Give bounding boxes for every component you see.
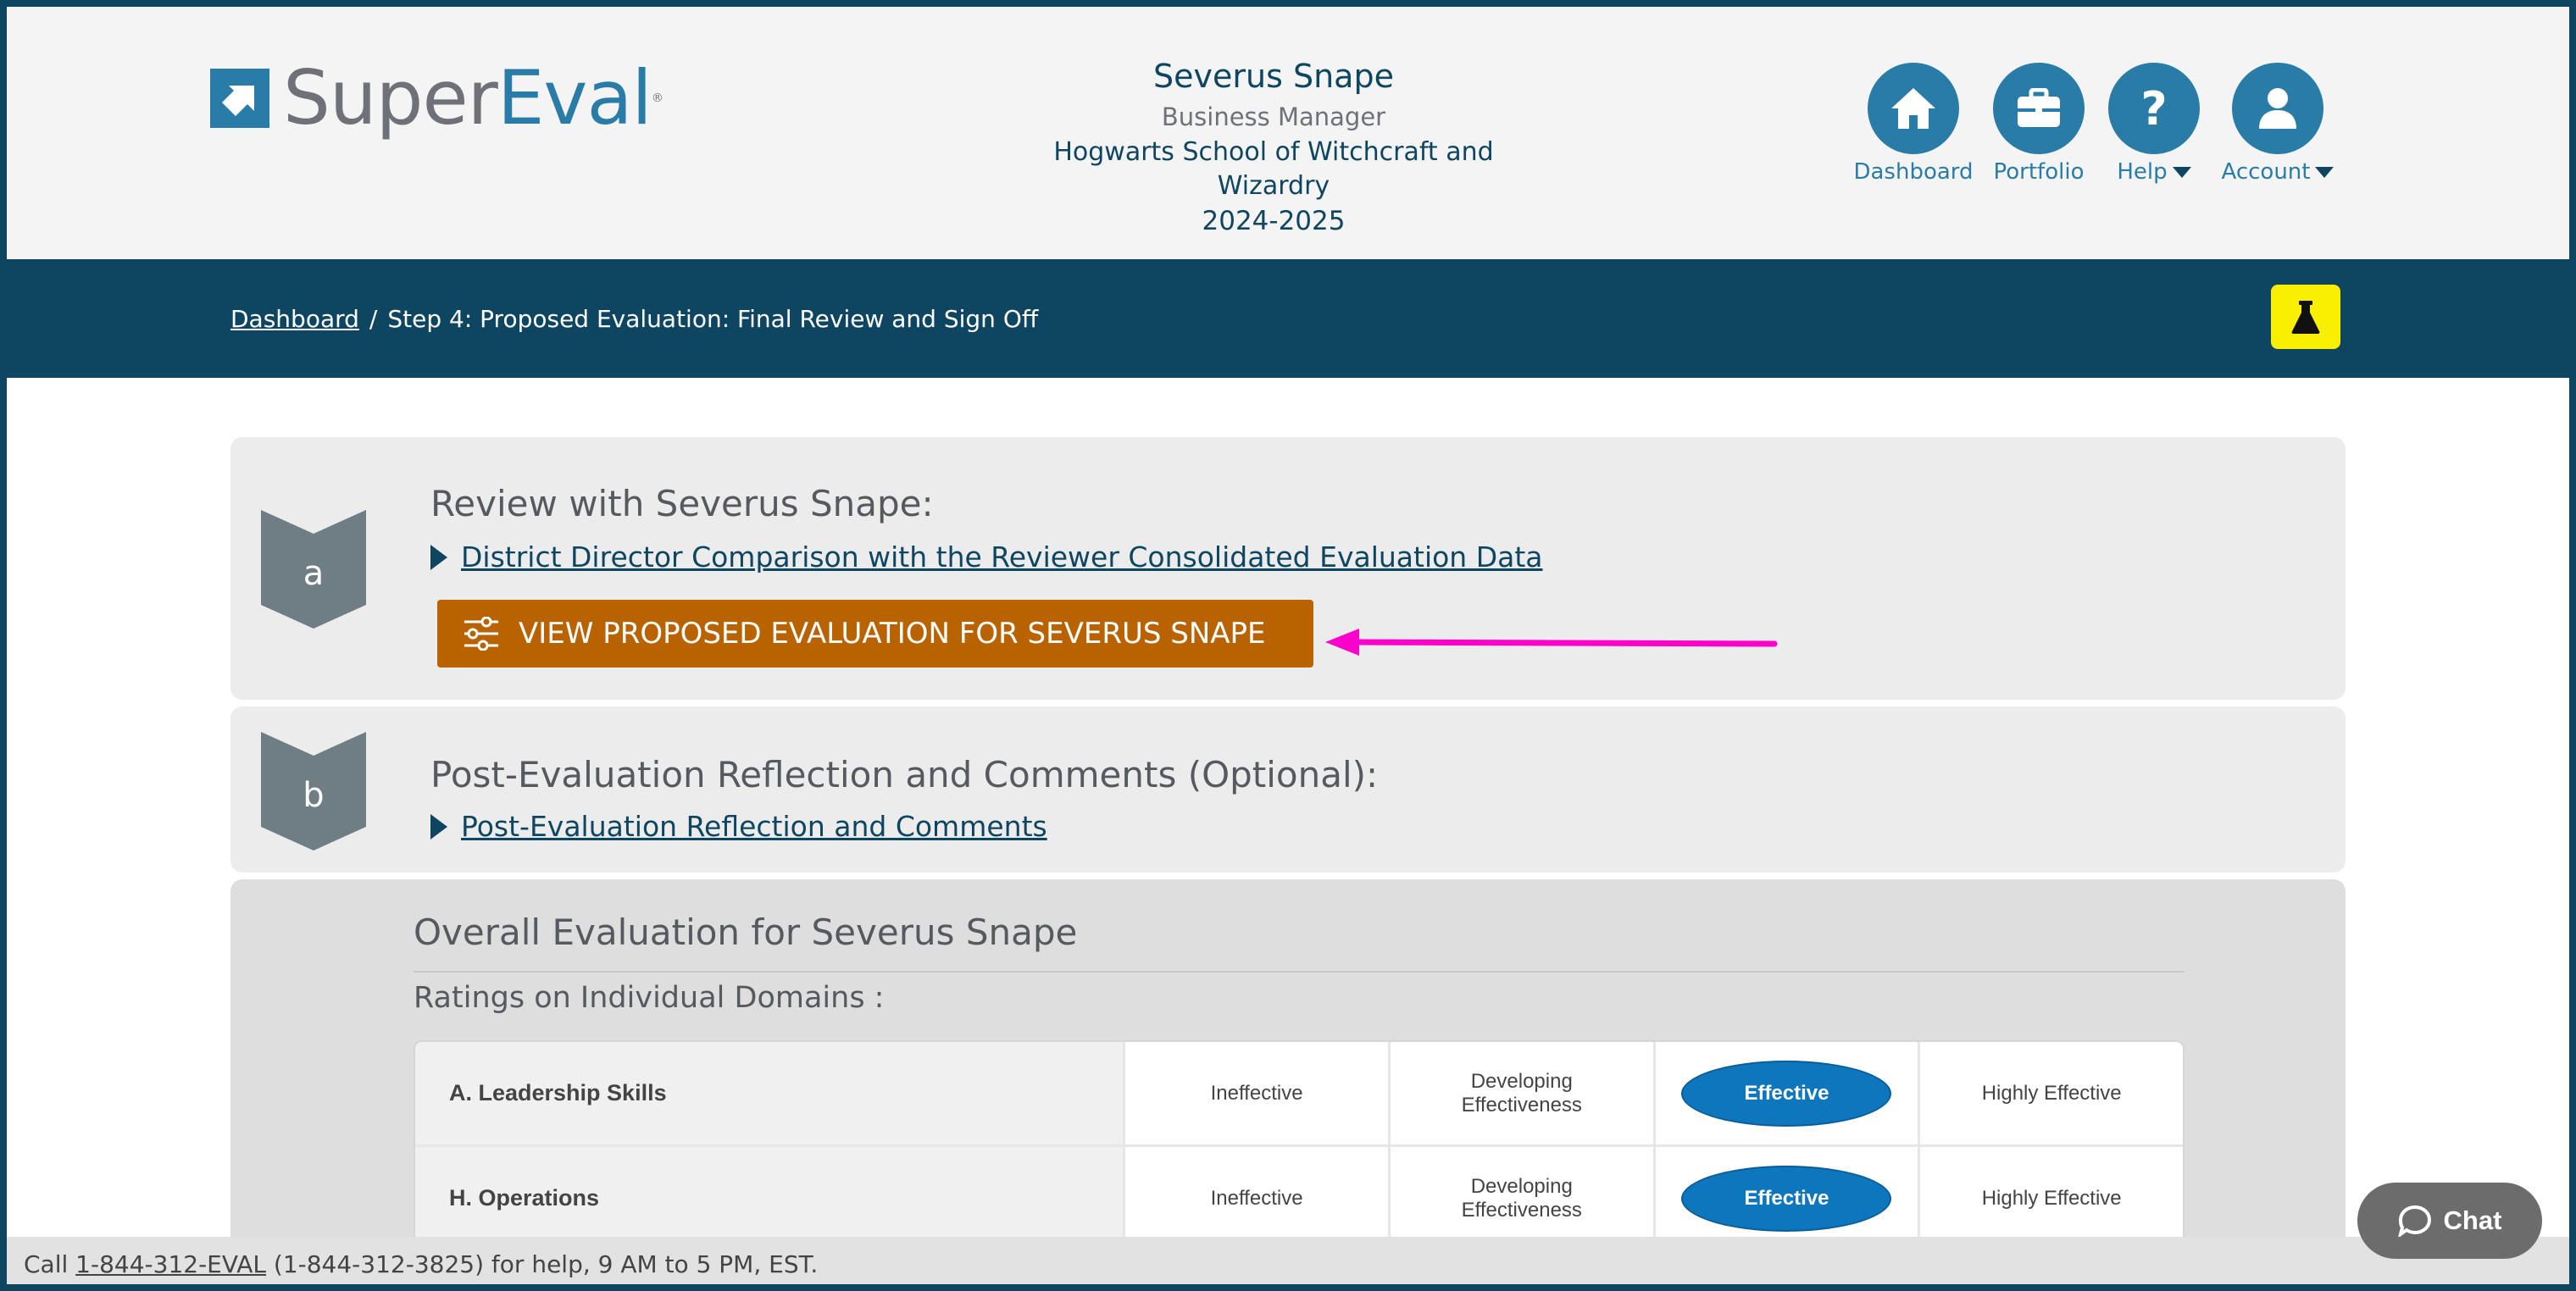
step-a-panel: [230, 437, 2346, 700]
view-proposed-evaluation-button[interactable]: [437, 600, 1313, 668]
school-year: 2024-2025: [1202, 206, 1346, 236]
user-info: [1032, 54, 1515, 239]
question-icon: ?: [2108, 63, 2200, 154]
user-role: Business Manager: [1161, 103, 1386, 131]
nav-account-label: [2210, 159, 2346, 185]
rating-option[interactable]: [1123, 1042, 1388, 1144]
rating-label: Developing Effectiveness: [1461, 1174, 1582, 1222]
step-a-link[interactable]: [430, 540, 1543, 573]
rating-label: Highly Effective: [1981, 1186, 2122, 1210]
table-row: [415, 1042, 2183, 1147]
step-a-title: Review with Severus Snape:: [430, 483, 934, 524]
nav-account-text: Account: [2221, 159, 2311, 185]
caret-right-icon: [430, 814, 447, 839]
rating-label: Highly Effective: [1981, 1081, 2122, 1105]
rating-label: Developing Effectiveness: [1461, 1069, 1582, 1116]
rating-option-selected[interactable]: [1653, 1042, 1918, 1144]
rating-option[interactable]: [1918, 1042, 2183, 1144]
app-window: [7, 7, 2569, 1284]
beta-flask-button[interactable]: [2271, 285, 2340, 349]
annotation-arrow-icon: [1325, 623, 1783, 661]
nav-help[interactable]: [2086, 63, 2222, 185]
domain-ratings-table: [414, 1040, 2185, 1254]
breadcrumb-separator: /: [369, 305, 378, 333]
rating-label: Ineffective: [1210, 1186, 1303, 1210]
caret-right-icon: [430, 545, 447, 570]
user-icon: [2232, 63, 2323, 154]
registered-mark: ®: [651, 91, 663, 105]
step-b-link[interactable]: [430, 810, 1047, 843]
logo-mark-icon: [210, 69, 269, 128]
selected-rating-pill: Effective: [1681, 1061, 1891, 1127]
step-b-link-text: Post-Evaluation Reflection and Comments: [461, 810, 1047, 843]
chat-bubble-icon: [2398, 1205, 2432, 1237]
rating-label: Ineffective: [1210, 1081, 1303, 1105]
view-proposed-evaluation-label: VIEW PROPOSED EVALUATION FOR SEVERUS SNAPE: [519, 617, 1266, 651]
breadcrumb: [230, 305, 1038, 333]
top-header: [7, 7, 2569, 259]
ratings-subtitle: Ratings on Individual Domains :: [414, 981, 885, 1015]
rating-option-selected[interactable]: [1653, 1147, 1918, 1249]
logo-wordmark: [283, 54, 663, 141]
footer-prefix: Call: [24, 1249, 76, 1278]
help-footer: [7, 1237, 2569, 1284]
sliders-icon: [463, 617, 500, 651]
divider: [414, 971, 2185, 972]
nav-portfolio-label: Portfolio: [1993, 159, 2085, 185]
user-school: Hogwarts School of Witchcraft and Wizardry: [1053, 137, 1494, 201]
nav-dashboard[interactable]: [1846, 63, 1981, 185]
chat-label: Chat: [2443, 1205, 2502, 1235]
chevron-down-icon: [2315, 167, 2334, 178]
rating-option[interactable]: [1123, 1147, 1388, 1249]
home-icon: [1868, 63, 1959, 154]
logo-word-super: Super: [283, 54, 497, 141]
overall-evaluation-title: Overall Evaluation for Severus Snape: [414, 911, 1078, 953]
step-a-letter: a: [303, 554, 325, 593]
superEval-logo[interactable]: [210, 54, 663, 141]
breadcrumb-dashboard-link[interactable]: Dashboard: [230, 305, 359, 333]
footer-phone-link[interactable]: 1-844-312-EVAL: [75, 1249, 266, 1278]
step-b-title: Post-Evaluation Reflection and Comments (Optional):: [430, 754, 1379, 795]
breadcrumb-bar: [7, 259, 2569, 378]
domain-name: A. Leadership Skills: [415, 1042, 1123, 1144]
chevron-down-icon: [2173, 167, 2191, 178]
rating-option[interactable]: [1388, 1147, 1653, 1249]
chat-button[interactable]: [2357, 1183, 2542, 1259]
logo-word-eval: Eval: [497, 54, 652, 141]
nav-help-text: Help: [2117, 159, 2168, 185]
nav-dashboard-label: Dashboard: [1853, 159, 1974, 185]
step-b-panel: [230, 706, 2346, 873]
flask-icon: [2290, 299, 2322, 335]
rating-option[interactable]: [1918, 1147, 2183, 1249]
briefcase-icon: [1993, 63, 2085, 154]
overall-evaluation-section: [230, 879, 2346, 1284]
nav-help-label: [2086, 159, 2222, 185]
step-b-letter: b: [303, 776, 325, 815]
user-name: Severus Snape: [1153, 58, 1394, 95]
step-a-link-text: District Director Comparison with the Reviewer Consolidated Evaluation Data: [461, 540, 1543, 573]
domain-name: H. Operations: [415, 1147, 1123, 1249]
footer-suffix: (1-844-312-3825) for help, 9 AM to 5 PM, EST.: [266, 1249, 819, 1278]
rating-option[interactable]: [1388, 1042, 1653, 1144]
selected-rating-pill: Effective: [1681, 1166, 1891, 1232]
nav-account[interactable]: [2210, 63, 2346, 185]
breadcrumb-current: Step 4: Proposed Evaluation: Final Review and Sign Off: [387, 305, 1039, 333]
